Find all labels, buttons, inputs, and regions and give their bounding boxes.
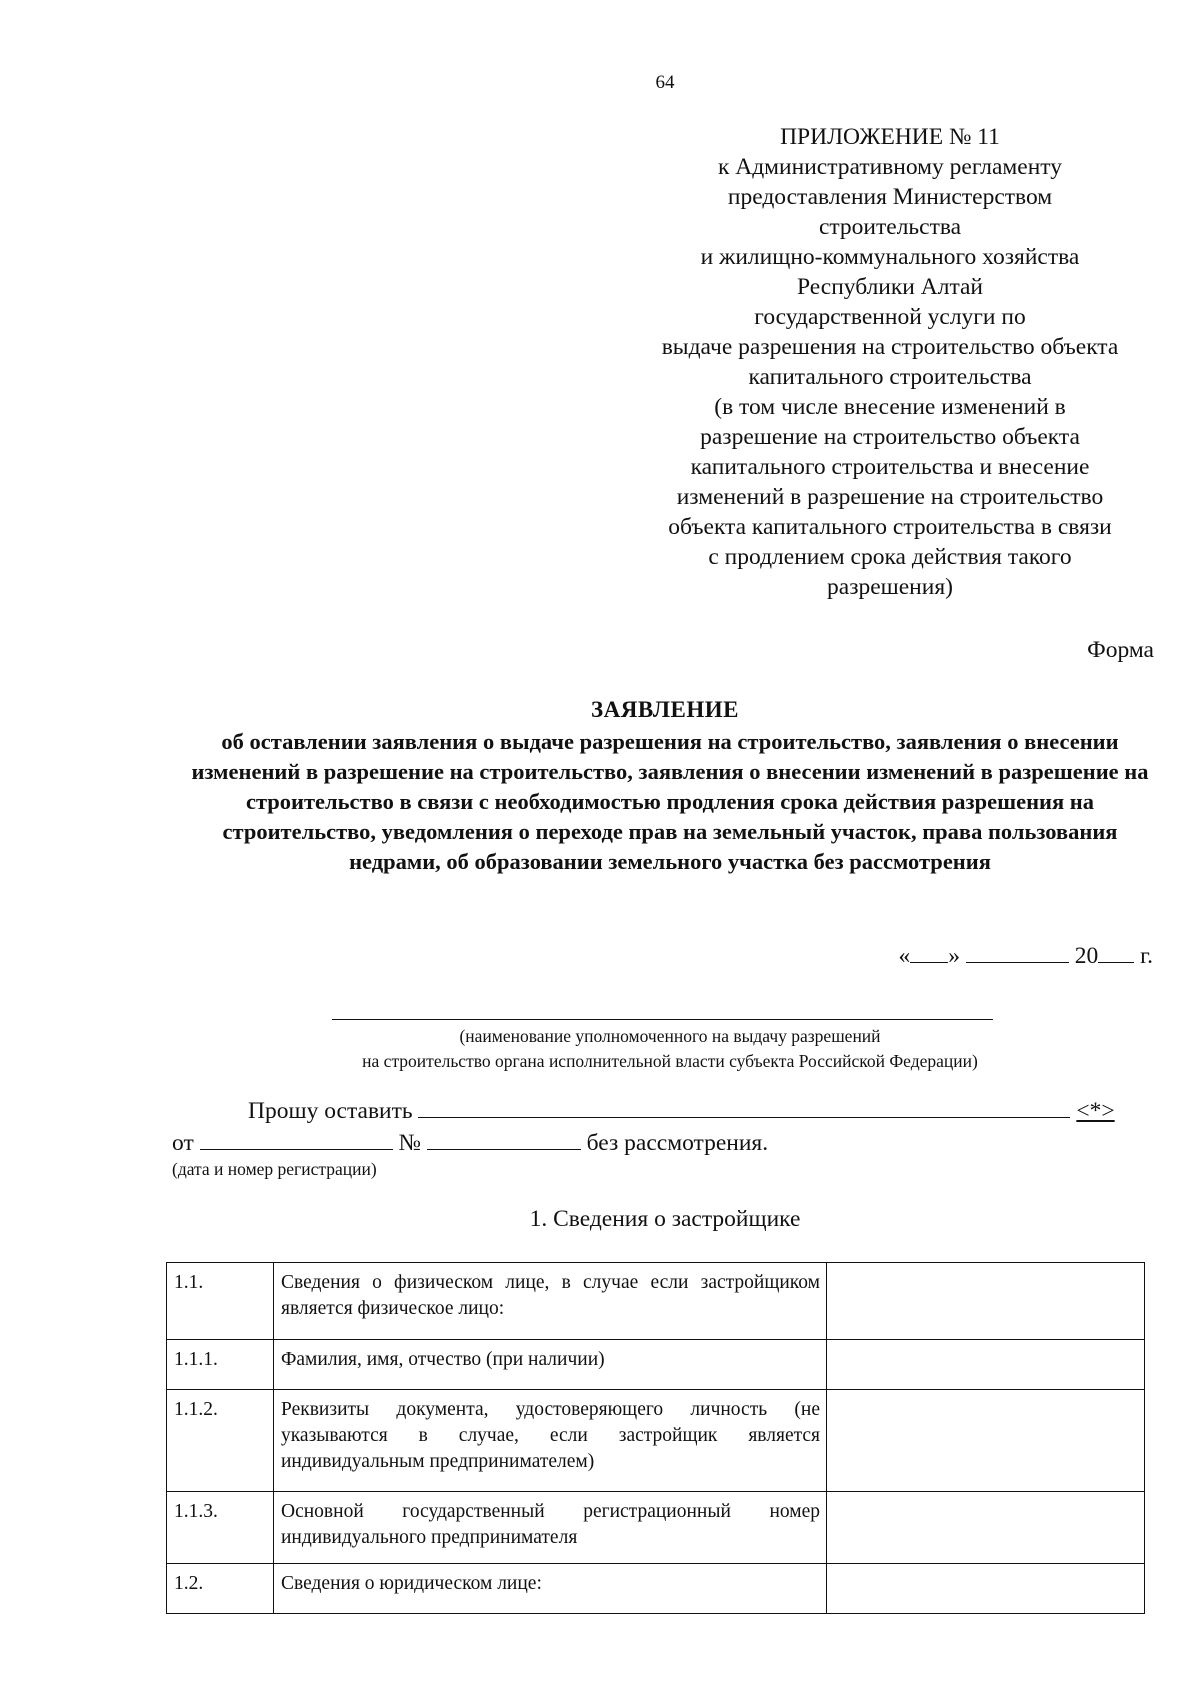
row-number: 1.1. xyxy=(167,1263,274,1340)
row-label: Сведения о физическом лице, в случае если застройщиком является физическое лицо: xyxy=(274,1263,827,1340)
appendix-line: выдаче разрешения на строительство объекта xyxy=(661,334,1119,360)
year-prefix: 20 xyxy=(1074,943,1099,969)
registration-number-blank[interactable] xyxy=(427,1127,581,1150)
table-row xyxy=(167,1390,1145,1492)
row-label: Основной государственный регистрационный номер индивидуального предпринимателя xyxy=(274,1492,827,1564)
section-title: 1. Сведения о застройщике xyxy=(529,1206,801,1232)
appendix-heading xyxy=(630,122,1150,602)
footnote-marker: <*> xyxy=(1076,1098,1115,1124)
page-number: 64 xyxy=(655,72,675,93)
appendix-line: государственной услуги по xyxy=(754,304,1026,330)
row-value-cell[interactable] xyxy=(827,1564,1145,1614)
row-label: Реквизиты документа, удостоверяющего личность (не указываются в случае, если застройщик является индивидуальным предпринимателем) xyxy=(274,1390,827,1492)
year-blank[interactable] xyxy=(1098,940,1134,963)
date-line xyxy=(899,940,1154,970)
appendix-line: капитального строительства и внесение xyxy=(690,454,1090,480)
row-value-cell[interactable] xyxy=(827,1492,1145,1564)
request-subject-blank[interactable] xyxy=(418,1095,1070,1118)
table-row xyxy=(167,1263,1145,1340)
appendix-line: Республики Алтай xyxy=(796,274,984,300)
year-suffix: г. xyxy=(1140,943,1153,969)
appendix-line: изменений в разрешение на строительство xyxy=(676,484,1104,510)
registration-date-blank[interactable] xyxy=(200,1127,393,1150)
registration-caption: (дата и номер регистрации) xyxy=(172,1159,377,1179)
row-value-cell[interactable] xyxy=(827,1340,1145,1390)
appendix-line: с продлением срока действия такого xyxy=(708,544,1072,570)
form-label: Форма xyxy=(1087,637,1154,663)
close-quote: » xyxy=(948,943,960,969)
authority-caption-line: (наименование уполномоченного на выдачу разрешений xyxy=(459,1026,881,1046)
row-number: 1.1.1. xyxy=(167,1340,274,1390)
authority-caption-line: на строительство органа исполнительной власти субъекта Российской Федерации) xyxy=(362,1051,978,1071)
row-value-cell[interactable] xyxy=(827,1263,1145,1340)
row-number: 1.1.2. xyxy=(167,1390,274,1492)
request-line xyxy=(248,1095,1115,1125)
row-number: 1.2. xyxy=(167,1564,274,1614)
appendix-line: и жилищно-коммунального хозяйства xyxy=(700,244,1080,270)
authority-name-blank[interactable] xyxy=(332,1019,993,1020)
table-row xyxy=(167,1492,1145,1564)
appendix-line: капитального строительства xyxy=(748,364,1032,390)
document-subtitle: об оставлении заявления о выдаче разрешения на строительство, заявления о внесении изменений в разрешение на строительство, заявления о внесении изменений в разрешение на строительство в связи с необходимостью продления срока действия разрешения на строительство, уведомления о переходе прав на земельный участок, права пользования недрами, об образовании земельного участка без рассмотрения xyxy=(191,729,1149,874)
open-quote: « xyxy=(898,943,911,969)
table-row xyxy=(167,1340,1145,1390)
request-suffix: без рассмотрения. xyxy=(586,1130,769,1156)
row-number: 1.1.3. xyxy=(167,1492,274,1564)
appendix-line: к Административному регламенту xyxy=(717,154,1063,180)
appendix-line: ПРИЛОЖЕНИЕ № 11 xyxy=(780,124,1000,150)
authority-caption xyxy=(270,1024,1070,1074)
document-title: ЗАЯВЛЕНИЕ xyxy=(591,697,739,722)
appendix-line: (в том числе внесение изменений в xyxy=(714,394,1066,420)
appendix-line: разрешение на строительство объекта xyxy=(700,424,1080,450)
request-prefix: Прошу оставить xyxy=(248,1098,413,1124)
appendix-line: строительства xyxy=(818,214,962,240)
month-blank[interactable] xyxy=(966,940,1069,963)
row-label: Фамилия, имя, отчество (при наличии) xyxy=(274,1340,827,1390)
number-label: № xyxy=(398,1130,421,1156)
appendix-line: объекта капитального строительства в связи xyxy=(668,514,1112,540)
table-row xyxy=(167,1564,1145,1614)
from-label: от xyxy=(172,1130,194,1156)
developer-info-table xyxy=(166,1262,1145,1614)
registration-line xyxy=(172,1127,768,1157)
appendix-line: предоставления Министерством xyxy=(727,184,1053,210)
day-blank[interactable] xyxy=(910,940,948,963)
row-label: Сведения о юридическом лице: xyxy=(274,1564,827,1614)
row-value-cell[interactable] xyxy=(827,1390,1145,1492)
appendix-line: разрешения) xyxy=(827,574,953,600)
